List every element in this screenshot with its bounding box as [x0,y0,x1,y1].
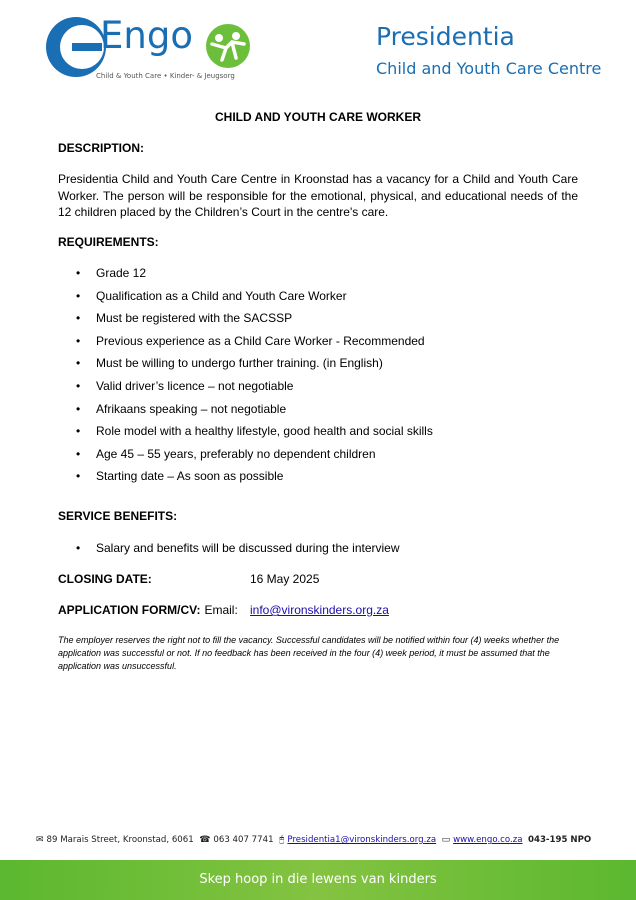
job-title: CHILD AND YOUTH CARE WORKER [215,110,421,124]
list-item: • Valid driver’s licence – not negotiable [58,378,578,401]
footer-website-link[interactable]: www.engo.co.za [453,835,523,845]
footer-contact-line [36,835,616,845]
phone-icon: ☎ [199,835,211,845]
list-item: • Afrikaans speaking – not negotiable [58,401,578,424]
list-item: • Must be willing to undergo further training. (in English) [58,355,578,378]
list-item: • Previous experience as a Child Care Worker - Recommended [58,333,578,356]
mouse-icon: 🖰 [279,835,285,845]
requirements-list [58,265,578,491]
application-row [58,603,238,617]
footer-slogan-bar [0,860,636,900]
footer-npo-number: 043-195 NPO [527,835,592,845]
list-item: • Qualification as a Child and Youth Care Worker [58,288,578,311]
list-item: • Salary and benefits will be discussed during the interview [58,540,578,556]
footer-email-link[interactable]: Presidentia1@vironskinders.org.za [287,835,437,845]
benefits-heading: SERVICE BENEFITS: [58,509,178,523]
email-label: Email: [204,603,238,617]
application-label: APPLICATION FORM/CV: [58,603,201,617]
footer-address: 89 Marais Street, Kroonstad, 6061 [46,835,194,845]
list-item: • Role model with a healthy lifestyle, good health and social skills [58,423,578,446]
requirements-heading: REQUIREMENTS: [58,235,159,249]
list-item: • Must be registered with the SACSSP [58,310,578,333]
description-heading: DESCRIPTION: [58,141,145,155]
org-title: Presidentia [376,22,515,51]
logo-wordmark: Engo [100,14,193,57]
benefits-list [58,540,578,556]
description-text: Presidentia Child and Youth Care Centre in Kroonstad has a vacancy for a Child and Youth Care Worker. The person will be responsible for the emotional, physical, and educational needs of the 12 children placed by the Children’s Court in the centre's care. [58,172,578,219]
closing-date-label: CLOSING DATE: [58,572,152,586]
org-subtitle: Child and Youth Care Centre [376,59,602,78]
envelope-icon: ✉ [36,835,44,845]
closing-date-value: 16 May 2025 [250,572,320,586]
computer-icon: ▭ [441,835,451,845]
disclaimer-text: The employer reserves the right not to fill the vacancy. Successful candidates will be notified within four (4) weeks whether the application was successful or not. If no feedback has been received in the four (4) week period, it must be assumed that the application was unsuccessful. [58,635,560,671]
logo-tagline: Child & Youth Care • Kinder- & Jeugsorg [96,72,235,80]
list-item: • Age 45 – 55 years, preferably no dependent children [58,446,578,469]
list-item: • Grade 12 [58,265,578,288]
application-email-link[interactable]: info@vironskinders.org.za [250,603,389,617]
footer-slogan: Skep hoop in die lewens van kinders [199,872,437,887]
list-item: • Starting date – As soon as possible [58,468,578,491]
footer-phone: 063 407 7741 [213,835,274,845]
